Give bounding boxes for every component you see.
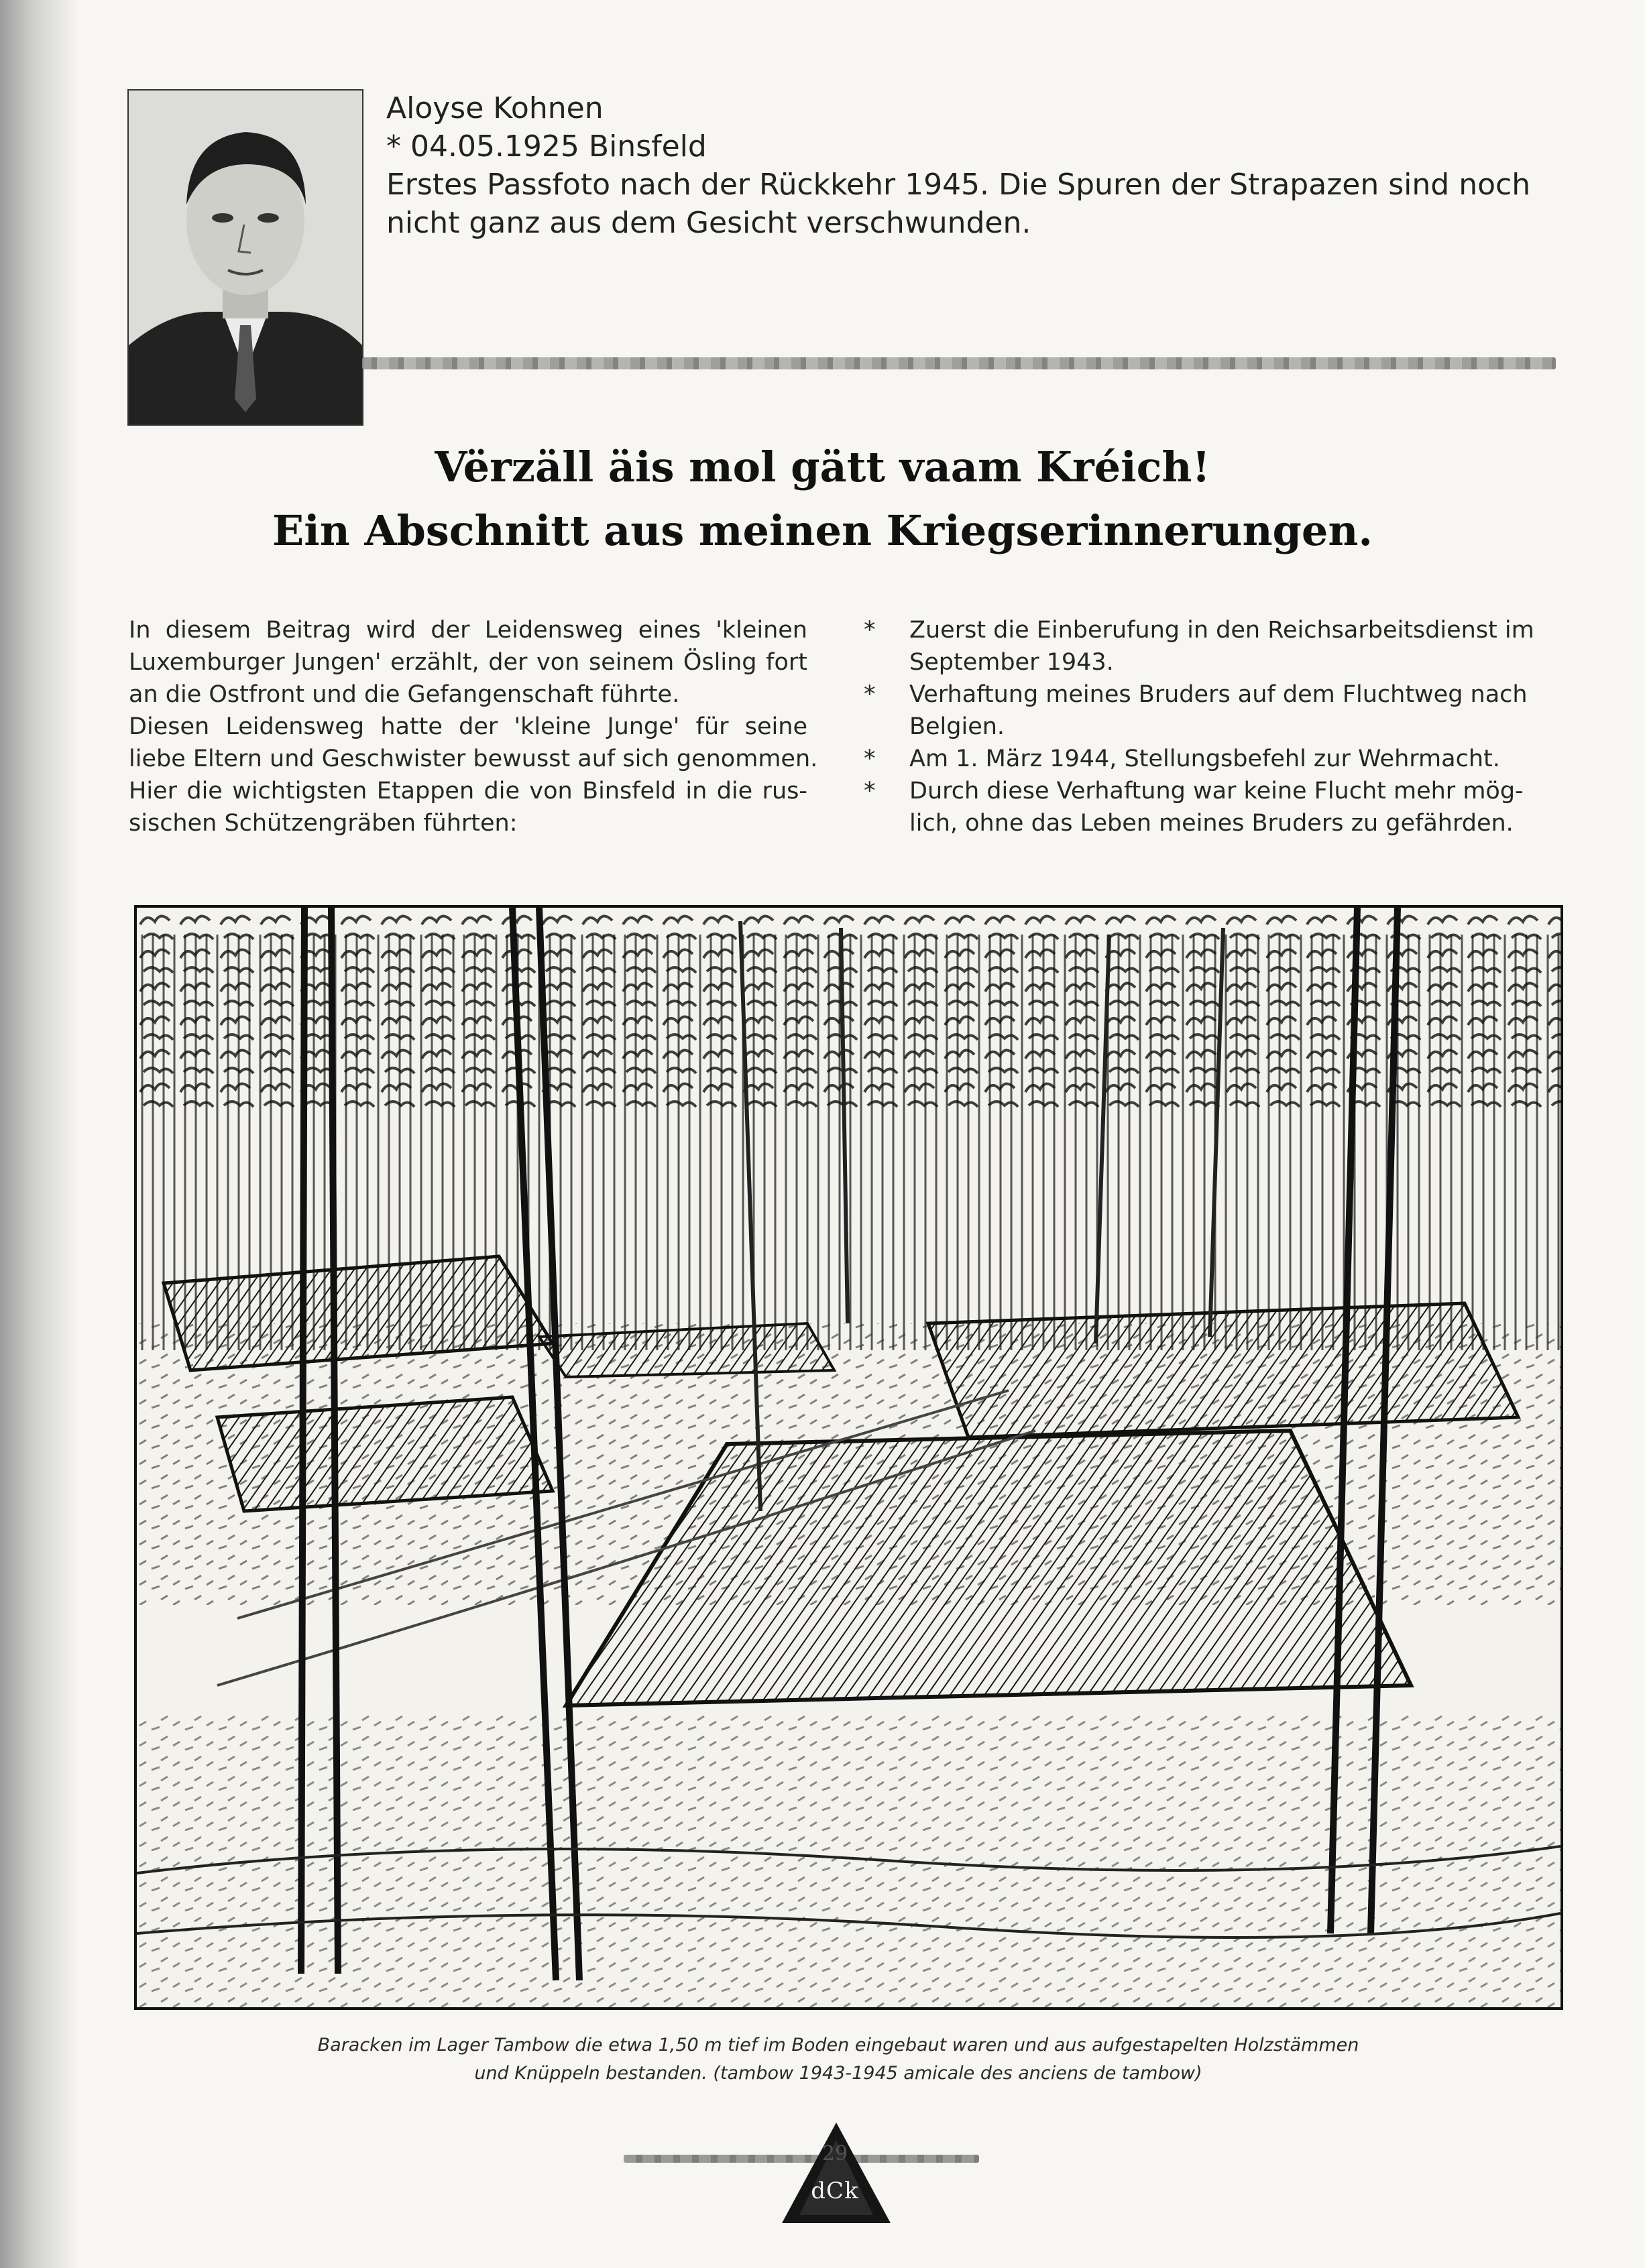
photo-caption-line-2: nicht ganz aus dem Gesicht verschwunden. xyxy=(386,206,1031,240)
bullet-item xyxy=(864,614,1541,678)
decorative-rule xyxy=(362,357,1556,369)
page-number: 29 xyxy=(821,2142,848,2165)
page-gutter-shadow xyxy=(0,0,80,2268)
intro-paragraph xyxy=(129,614,818,839)
article-title-line-1: Vërzäll äis mol gätt vaam Kréich! xyxy=(435,442,1210,491)
bullet-marker: * xyxy=(864,778,876,804)
figure-caption-line-2: und Knüppeln bestanden. (tambow 1943-1945 amicale des anciens de tambow) xyxy=(474,2063,1202,2084)
bullet-text: Durch diese Verhaftung war keine Flucht mehr mög-lich, ohne das Leben meines Bruders zu gefährden. xyxy=(909,778,1524,837)
bullet-item xyxy=(864,678,1541,743)
photo-caption-name: Aloyse Kohnen xyxy=(386,91,604,125)
bullet-text: Zuerst die Einberufung in den Reichsarbeitsdienst im September 1943. xyxy=(909,617,1534,676)
bullet-item xyxy=(864,743,1541,775)
intro-line: Diesen Leidensweg hatte der 'kleine Junge' für seine xyxy=(129,713,807,740)
figure-caption xyxy=(201,2031,1475,2088)
portrait-photo xyxy=(127,89,363,426)
bullet-list xyxy=(864,614,1541,839)
triangle-logo-icon xyxy=(779,2120,893,2226)
intro-line: In diesem Beitrag wird der Leidensweg eines 'kleinen xyxy=(129,617,807,644)
intro-line: liebe Eltern und Geschwister bewusst auf sich genommen. xyxy=(129,745,818,772)
intro-line: Luxemburger Jungen' erzählt, der von seinem Ösling fort xyxy=(129,649,807,676)
bullet-item xyxy=(864,775,1541,839)
bullet-text: Am 1. März 1944, Stellungsbefehl zur Wehrmacht. xyxy=(909,745,1500,772)
bullet-marker: * xyxy=(864,745,876,772)
logo-text: dCk xyxy=(811,2177,859,2204)
figure-caption-line-1: Baracken im Lager Tambow die etwa 1,50 m tief im Boden eingebaut waren und aus aufgestapelten Holzstämmen xyxy=(317,2035,1359,2055)
photo-caption-line-1: Erstes Passfoto nach der Rückkehr 1945. Die Spuren der Strapazen sind noch xyxy=(386,168,1531,202)
intro-line: an die Ostfront und die Gefangenschaft führte. xyxy=(129,681,680,708)
camp-drawing-illustration xyxy=(134,905,1563,2010)
bullet-marker: * xyxy=(864,681,876,708)
intro-line: sischen Schützengräben führten: xyxy=(129,810,518,837)
intro-line: Hier die wichtigsten Etappen die von Binsfeld in die rus- xyxy=(129,778,807,804)
bullet-marker: * xyxy=(864,617,876,644)
bullet-text: Verhaftung meines Bruders auf dem Fluchtweg nach Belgien. xyxy=(909,681,1528,740)
article-title-line-2: Ein Abschnitt aus meinen Kriegserinnerungen. xyxy=(272,506,1373,555)
photo-caption-birth: * 04.05.1925 Binsfeld xyxy=(386,129,707,164)
photo-caption xyxy=(386,89,1531,242)
